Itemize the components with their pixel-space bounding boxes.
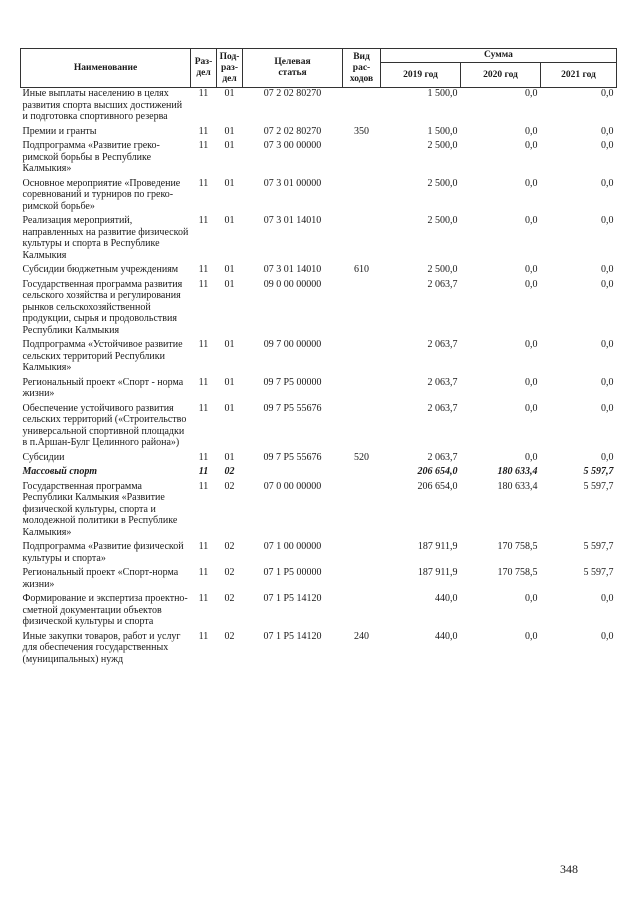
cell-sum-2019: 2 063,7 — [427, 451, 458, 463]
cell-podrazdel: 01 — [224, 215, 235, 226]
header-vid-label: Вид рас- ходов — [349, 51, 374, 84]
cell-podrazdel: 01 — [224, 177, 235, 189]
table-row — [21, 631, 617, 669]
cell-razdel: 11 — [198, 215, 209, 226]
header-vid — [343, 49, 381, 88]
cell-podrazdel: 01 — [224, 402, 235, 414]
cell-razdel: 11 — [198, 480, 209, 492]
cell-celevaya: 09 7 00 00000 — [263, 339, 322, 350]
cell-sum-2021: 0,0 — [601, 264, 614, 275]
table-row — [21, 567, 617, 593]
cell-celevaya: 07 3 01 14010 — [263, 215, 322, 226]
table-header — [21, 49, 617, 88]
cell-podrazdel: 01 — [224, 264, 235, 275]
cell-razdel: 11 — [198, 593, 209, 604]
cell-sum-2021: 5 597,7 — [583, 466, 614, 477]
table-row — [21, 126, 617, 141]
cell-name: Региональный проект «Спорт-норма жизни» — [22, 567, 179, 590]
cell-name: Государственная программа Республики Калмыкия «Развитие физической культуры, спорта и молодежной политики в Республике Калмыкия» — [22, 480, 178, 538]
table-row — [21, 377, 617, 403]
cell-sum-2019: 440,0 — [435, 630, 458, 642]
cell-sum-2020: 0,0 — [525, 215, 538, 226]
header-2019: 2019 год — [381, 63, 461, 88]
cell-sum-2019: 187 911,9 — [417, 567, 458, 578]
cell-name: Подпрограмма «Устойчивое развитие сельских территорий Республики Калмыкия» — [22, 339, 183, 373]
cell-sum-2020: 0,0 — [525, 278, 538, 290]
cell-sum-2020: 0,0 — [525, 140, 538, 151]
cell-sum-2021: 0,0 — [601, 451, 614, 463]
cell-podrazdel: 01 — [224, 451, 235, 463]
cell-celevaya: 07 2 02 80270 — [263, 88, 322, 99]
cell-sum-2020: 0,0 — [525, 125, 538, 137]
cell-sum-2019: 187 911,9 — [417, 541, 458, 552]
cell-name: Подпрограмма «Развитие греко-римской борьбы в Республике Калмыкия» — [22, 140, 160, 174]
cell-sum-2021: 0,0 — [601, 376, 614, 388]
header-celevaya-label: Целевая статья — [274, 57, 311, 78]
cell-razdel: 11 — [198, 451, 209, 463]
cell-sum-2020: 0,0 — [525, 402, 538, 414]
cell-razdel: 11 — [198, 278, 209, 290]
cell-sum-2019: 2 063,7 — [427, 278, 458, 290]
cell-sum-2021: 0,0 — [601, 278, 614, 290]
cell-name: Массовый спорт — [22, 466, 97, 477]
cell-vid — [343, 215, 381, 264]
cell-vid: 610 — [354, 264, 369, 275]
table-row — [21, 481, 617, 542]
cell-sum-2021: 5 597,7 — [583, 567, 614, 578]
cell-sum-2020: 0,0 — [525, 630, 538, 642]
cell-razdel: 11 — [198, 541, 209, 552]
cell-vid — [343, 466, 381, 481]
cell-sum-2021: 0,0 — [601, 140, 614, 151]
table-row — [21, 452, 617, 467]
cell-name: Государственная программа развития сельского хозяйства и регулирования рынков сельскохозяйственной продукции, сырья и продовольствия Республики Калмыкия — [22, 278, 183, 336]
cell-sum-2020: 0,0 — [525, 264, 538, 275]
cell-vid — [343, 178, 381, 216]
document-page — [20, 48, 616, 668]
cell-sum-2020: 0,0 — [525, 376, 538, 388]
cell-sum-2020: 180 633,4 — [497, 480, 538, 492]
cell-celevaya: 07 3 01 14010 — [263, 264, 322, 275]
cell-podrazdel: 01 — [224, 140, 235, 151]
cell-vid — [343, 279, 381, 340]
cell-vid: 520 — [354, 451, 369, 463]
cell-sum-2020: 170 758,5 — [497, 541, 538, 552]
cell-name: Субсидии бюджетным учреждениям — [22, 264, 179, 275]
table-row — [21, 215, 617, 264]
cell-name: Иные выплаты населению в целях развития спорта высших достижений и подготовка спортивного резерва — [22, 88, 183, 122]
cell-vid — [343, 377, 381, 403]
cell-name: Иные закупки товаров, работ и услуг для обеспечения государственных (муниципальных) нужд — [22, 630, 181, 665]
table-body — [21, 88, 617, 669]
table-row — [21, 264, 617, 279]
cell-sum-2021: 0,0 — [601, 630, 614, 642]
cell-name: Реализация мероприятий, направленных на развитие физической культуры и спорта в Республике Калмыкия — [22, 215, 189, 261]
cell-name: Субсидии — [22, 451, 65, 463]
cell-podrazdel: 01 — [224, 125, 235, 137]
cell-celevaya: 09 7 P5 55676 — [263, 402, 322, 414]
header-2021: 2021 год — [541, 63, 617, 88]
cell-celevaya: 07 3 00 00000 — [263, 140, 322, 151]
cell-name: Обеспечение устойчивого развития сельских территорий («Строительство универсальной спортивной площадки в п.Аршан-Булг Целинного района») — [22, 402, 187, 448]
cell-sum-2021: 0,0 — [601, 339, 614, 350]
cell-sum-2021: 5 597,7 — [583, 480, 614, 492]
cell-sum-2020: 180 633,4 — [497, 466, 538, 477]
cell-vid — [343, 403, 381, 452]
cell-podrazdel: 02 — [224, 567, 235, 578]
cell-sum-2020: 0,0 — [525, 177, 538, 189]
cell-celevaya: 07 1 P5 00000 — [263, 567, 322, 578]
cell-podrazdel: 02 — [224, 541, 235, 552]
header-razdel-label: Раз- дел — [194, 57, 213, 78]
cell-razdel: 11 — [198, 88, 209, 99]
cell-vid: 240 — [354, 630, 369, 642]
cell-sum-2019: 2 500,0 — [427, 177, 458, 189]
cell-razdel: 11 — [198, 264, 209, 275]
cell-vid — [343, 481, 381, 542]
cell-sum-2020: 0,0 — [525, 451, 538, 463]
cell-podrazdel: 02 — [224, 480, 235, 492]
cell-sum-2019: 2 500,0 — [427, 264, 458, 275]
cell-sum-2021: 0,0 — [601, 125, 614, 137]
cell-sum-2021: 0,0 — [601, 215, 614, 226]
cell-vid — [343, 140, 381, 178]
table-row — [21, 466, 617, 481]
cell-sum-2019: 2 500,0 — [427, 140, 458, 151]
table-row — [21, 593, 617, 631]
cell-podrazdel: 02 — [224, 466, 235, 477]
cell-celevaya: 09 7 P5 00000 — [263, 376, 322, 388]
cell-sum-2019: 1 500,0 — [427, 88, 458, 99]
cell-celevaya: 07 1 P5 14120 — [263, 630, 322, 642]
cell-podrazdel: 01 — [224, 88, 235, 99]
cell-sum-2019: 2 063,7 — [427, 402, 458, 414]
cell-sum-2019: 440,0 — [435, 593, 458, 604]
header-2020: 2020 год — [461, 63, 541, 88]
cell-razdel: 11 — [198, 466, 209, 477]
cell-razdel: 11 — [198, 339, 209, 350]
cell-razdel: 11 — [198, 376, 209, 388]
cell-razdel: 11 — [198, 567, 209, 578]
cell-celevaya: 07 0 00 00000 — [263, 480, 322, 492]
cell-sum-2020: 0,0 — [525, 88, 538, 99]
cell-sum-2019: 1 500,0 — [427, 125, 458, 137]
cell-podrazdel: 02 — [224, 593, 235, 604]
cell-sum-2021: 0,0 — [601, 177, 614, 189]
cell-podrazdel: 02 — [224, 630, 235, 642]
cell-podrazdel: 01 — [224, 376, 235, 388]
table-row — [21, 178, 617, 216]
cell-vid — [343, 593, 381, 631]
cell-razdel: 11 — [198, 402, 209, 414]
cell-podrazdel: 01 — [224, 278, 235, 290]
cell-name: Формирование и экспертиза проектно-сметной документации объектов физической культуры и спорта — [22, 593, 188, 627]
cell-vid — [343, 541, 381, 567]
cell-vid — [343, 567, 381, 593]
cell-razdel: 11 — [198, 177, 209, 189]
page-number: 348 — [560, 862, 578, 876]
header-razdel — [191, 49, 217, 88]
cell-sum-2020: 0,0 — [525, 593, 538, 604]
cell-sum-2020: 170 758,5 — [497, 567, 538, 578]
cell-sum-2019: 206 654,0 — [417, 480, 458, 492]
cell-name: Подпрограмма «Развитие физической культуры и спорта» — [22, 541, 184, 564]
cell-vid — [343, 339, 381, 377]
cell-celevaya: 07 1 00 00000 — [263, 541, 322, 552]
cell-name: Основное мероприятие «Проведение соревнований и турниров по греко-римской борьбе» — [22, 177, 181, 212]
cell-celevaya: 07 2 02 80270 — [263, 125, 322, 137]
cell-celevaya — [243, 466, 343, 481]
cell-sum-2021: 5 597,7 — [583, 541, 614, 552]
cell-sum-2021: 0,0 — [601, 593, 614, 604]
cell-celevaya: 07 3 01 00000 — [263, 177, 322, 189]
table-row — [21, 541, 617, 567]
cell-name: Премии и гранты — [22, 125, 97, 137]
cell-sum-2019: 206 654,0 — [417, 466, 458, 477]
cell-vid: 350 — [354, 125, 369, 137]
cell-razdel: 11 — [198, 125, 209, 137]
budget-table — [20, 48, 617, 668]
table-row — [21, 88, 617, 126]
table-row — [21, 140, 617, 178]
cell-sum-2019: 2 500,0 — [427, 215, 458, 226]
header-summa: Сумма — [381, 49, 617, 63]
cell-sum-2019: 2 063,7 — [427, 339, 458, 350]
header-celevaya — [243, 49, 343, 88]
cell-celevaya: 09 7 P5 55676 — [263, 451, 322, 463]
cell-celevaya: 07 1 P5 14120 — [263, 593, 322, 604]
cell-razdel: 11 — [198, 630, 209, 642]
cell-razdel: 11 — [198, 140, 209, 151]
cell-sum-2019: 2 063,7 — [427, 376, 458, 388]
cell-name: Региональный проект «Спорт - норма жизни» — [22, 376, 184, 399]
header-podrazdel-label: Под- раз- дел — [219, 51, 240, 84]
cell-vid — [343, 88, 381, 126]
cell-podrazdel: 01 — [224, 339, 235, 350]
table-row — [21, 403, 617, 452]
header-podrazdel — [217, 49, 243, 88]
table-row — [21, 339, 617, 377]
cell-sum-2020: 0,0 — [525, 339, 538, 350]
table-row — [21, 279, 617, 340]
cell-sum-2021: 0,0 — [601, 402, 614, 414]
cell-celevaya: 09 0 00 00000 — [263, 278, 322, 290]
cell-sum-2021: 0,0 — [601, 88, 614, 99]
header-name: Наименование — [21, 49, 191, 88]
